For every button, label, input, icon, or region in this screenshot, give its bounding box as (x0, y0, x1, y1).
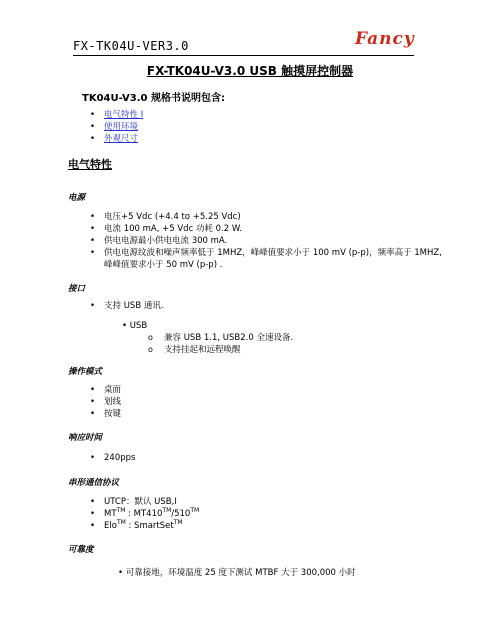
list-item: • 电流 100 mA, +5 Vdc 功耗 0.2 W. (90, 223, 442, 235)
power-heading: 电源 (68, 193, 86, 203)
usb-sublist (148, 332, 293, 356)
list-item: • 240pps (90, 452, 135, 464)
brand-logo: Fancy (355, 29, 415, 49)
spec-intro: TK04U-V3.0 规格书说明包含: (82, 93, 225, 104)
response-heading: 响应时间 (68, 433, 103, 443)
protocol-list (90, 496, 199, 532)
protocol-heading: 串形通信协议 (68, 478, 120, 488)
toc-link-environment[interactable]: 使用环境 (104, 122, 139, 132)
list-item: • 支持 USB 通讯. (90, 300, 164, 312)
header-divider (73, 55, 414, 56)
toc-link-dimensions[interactable]: 外观尺寸 (104, 134, 139, 144)
power-list (90, 211, 442, 259)
toc-link-electrical[interactable]: 电气特性 I (104, 110, 144, 120)
response-list (90, 452, 135, 464)
interface-heading: 接口 (68, 284, 86, 294)
toc-item (90, 109, 143, 121)
toc-item (90, 133, 143, 145)
usb-label: • USB (122, 321, 148, 331)
interface-list (90, 300, 164, 312)
list-item: • 按键 (90, 408, 121, 420)
modes-heading: 操作模式 (68, 367, 103, 377)
list-item: • 划线 (90, 396, 121, 408)
toc-item (90, 121, 143, 133)
list-item: o 兼容 USB 1.1, USB2.0 全速设备. (148, 332, 293, 344)
list-item: • UTCP：默认 USB,I (90, 496, 199, 508)
section-title: 电气特性 (68, 158, 112, 171)
list-item: • MT™ : MT410™/510™ (90, 508, 199, 520)
page-title: FX-TK04U-V3.0 USB 触摸屏控制器 (146, 64, 354, 78)
list-item: • 电压+5 Vdc (+4.4 to +5.25 Vdc) (90, 211, 442, 223)
list-item: • Elo™ : SmartSet™ (90, 520, 199, 532)
power-item-continued: 峰峰值要求小于 50 mV (p-p) . (104, 260, 223, 270)
list-item: o 支持挂起和远程唤醒 (148, 344, 293, 356)
list-item: • 供电电源纹波和噪声频率低于 1MHZ，峰峰值要求小于 100 mV (p-p)，频率高于 1MHZ, (90, 247, 442, 259)
header-doc-id: FX-TK04U-VER3.0 (73, 39, 189, 53)
toc-list (90, 109, 143, 145)
list-item: • 桌面 (90, 384, 121, 396)
reliability-text: • 可靠接地，环境温度 25 度下测试 MTBF 大于 300,000 小时 (118, 568, 356, 578)
modes-list (90, 384, 121, 420)
reliability-heading: 可靠度 (68, 545, 94, 555)
list-item: • 供电电源最小供电电流 300 mA. (90, 235, 442, 247)
